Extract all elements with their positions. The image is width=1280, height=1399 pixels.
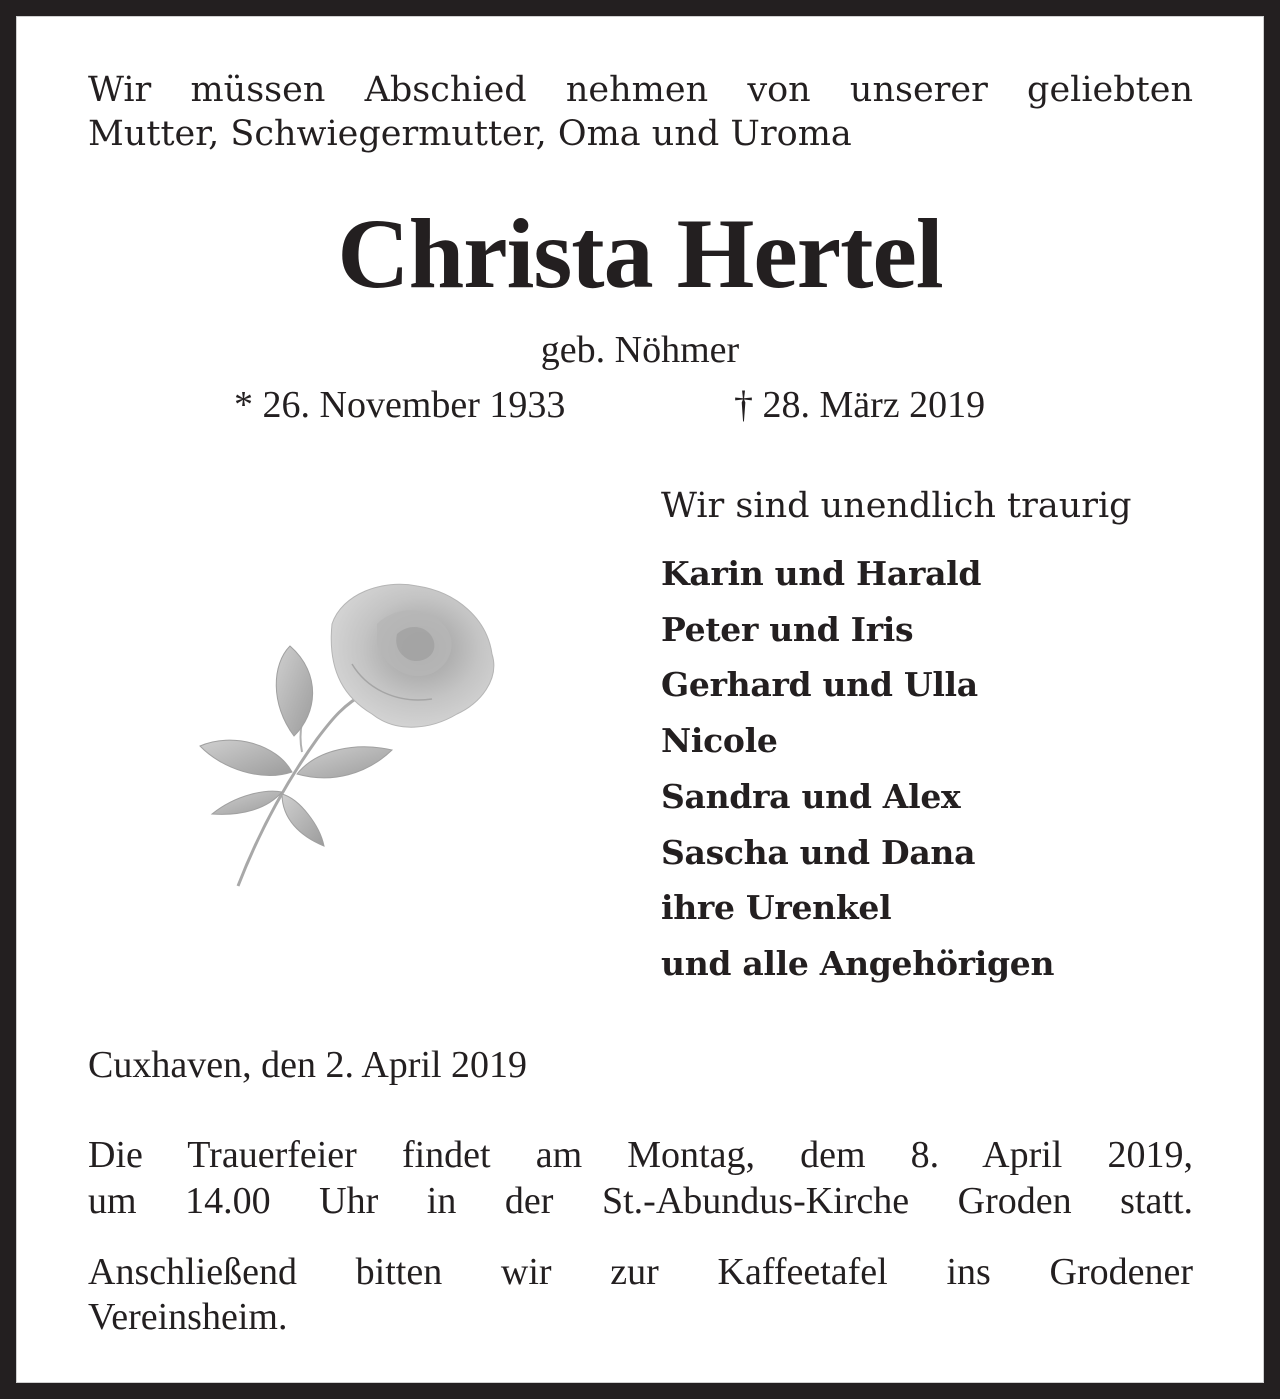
death-date: † 28. März 2019 bbox=[734, 384, 986, 426]
mourner-name: Sandra und Alex bbox=[661, 776, 961, 816]
place-date: Cuxhaven, den 2. April 2019 bbox=[88, 1044, 528, 1086]
coffee-line-1: Anschließend bitten wir zur Kaffeetafel ins Grodener bbox=[88, 1251, 1193, 1293]
mourners-list bbox=[661, 546, 1054, 992]
deceased-name: Christa Hertel bbox=[337, 198, 943, 309]
mourner-name: Peter und Iris bbox=[661, 609, 914, 649]
mourner-name: und alle Angehörigen bbox=[661, 943, 1055, 983]
rose-icon bbox=[182, 564, 502, 894]
funeral-line-2: um 14.00 Uhr in der St.-Abundus-Kirche Groden statt. bbox=[88, 1180, 1193, 1222]
birth-date: * 26. November 1933 bbox=[234, 384, 566, 426]
coffee-line-2: Vereinsheim. bbox=[88, 1296, 288, 1338]
funeral-line-1: Die Trauerfeier findet am Montag, dem 8. April 2019, bbox=[88, 1134, 1193, 1176]
mourner-name: Nicole bbox=[661, 721, 778, 761]
intro-line-1: Wir müssen Abschied nehmen von unserer geliebten bbox=[88, 70, 1193, 110]
mourner-name: Gerhard und Ulla bbox=[661, 665, 978, 705]
mourner-name: Sascha und Dana bbox=[661, 832, 976, 872]
mourning-heading: Wir sind unendlich traurig bbox=[661, 486, 1132, 526]
mourner-name: ihre Urenkel bbox=[661, 888, 892, 928]
mourner-name: Karin und Harald bbox=[661, 554, 982, 593]
maiden-name: geb. Nöhmer bbox=[540, 329, 740, 371]
obituary-card bbox=[16, 16, 1264, 1383]
intro-line-2: Mutter, Schwiegermutter, Oma und Uroma bbox=[88, 114, 852, 154]
